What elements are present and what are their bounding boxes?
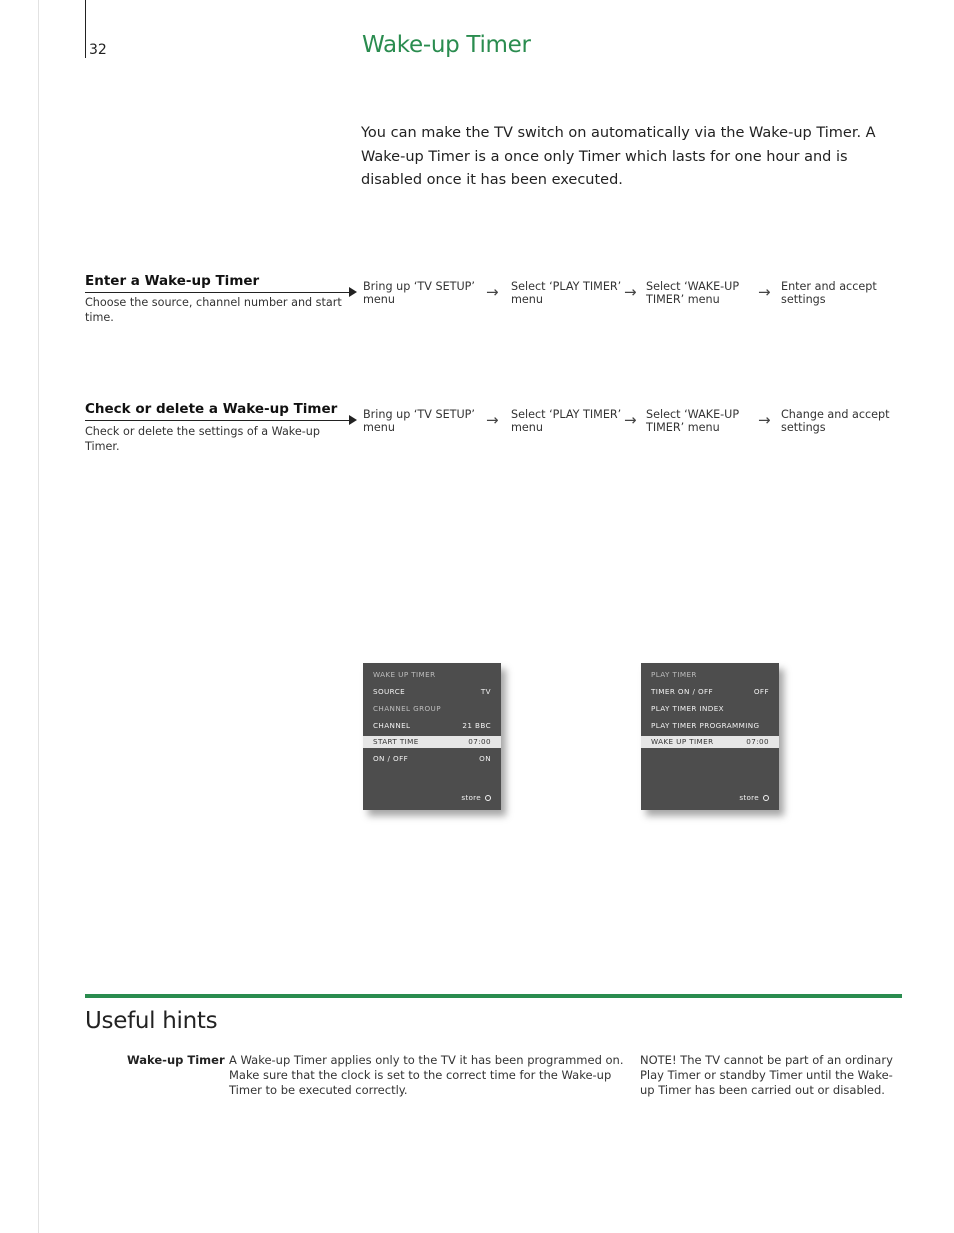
arrow-right-icon: → xyxy=(486,283,499,301)
arrow-right-icon: → xyxy=(758,283,771,301)
section-heading: Check or delete a Wake-up Timer xyxy=(85,401,338,417)
step-2: Select ‘PLAY TIMER’ menu xyxy=(511,408,622,434)
section-heading: Enter a Wake-up Timer xyxy=(85,273,260,289)
store-dot-icon xyxy=(763,795,769,801)
page-number: 32 xyxy=(89,42,107,58)
hints-title: Useful hints xyxy=(85,1008,218,1034)
arrow-right-icon: → xyxy=(624,411,637,429)
hint-text-column-2: NOTE! The TV cannot be part of an ordinary Play Timer or standby Timer until the Wake-up Timer has been carried out or disabled. xyxy=(640,1053,893,1097)
store-button[interactable]: store xyxy=(461,793,491,802)
play-timer-menu xyxy=(641,663,779,810)
intro-paragraph: You can make the TV switch on automatically via the Wake-up Timer. A Wake-up Timer is a once only Timer which lasts for one hour and is disabled once it has been executed. xyxy=(361,125,876,188)
store-button[interactable]: store xyxy=(739,793,769,802)
section-divider-bar xyxy=(85,994,902,998)
page-title: Wake-up Timer xyxy=(362,32,531,58)
menu-row-timer-on-off[interactable]: TIMER ON / OFF OFF xyxy=(651,687,769,696)
menu-row-play-timer-index[interactable]: PLAY TIMER INDEX xyxy=(651,704,724,713)
step-1: Bring up ‘TV SETUP’ menu xyxy=(363,280,475,306)
arrow-right-icon: → xyxy=(758,411,771,429)
menu-title: WAKE UP TIMER xyxy=(373,670,436,679)
section-pointer-line xyxy=(85,420,350,421)
page-number-tick xyxy=(85,0,86,58)
menu-row-source[interactable]: SOURCE TV xyxy=(373,687,491,696)
step-2: Select ‘PLAY TIMER’ menu xyxy=(511,280,622,306)
store-dot-icon xyxy=(485,795,491,801)
hint-text-column-1: A Wake-up Timer applies only to the TV it has been programmed on. Make sure that the clock is set to the correct time for the Wake-up Timer to be executed correctly. xyxy=(229,1053,624,1097)
menu-title: PLAY TIMER xyxy=(651,670,697,679)
section-description: Check or delete the settings of a Wake-up Timer. xyxy=(85,425,321,453)
step-3: Select ‘WAKE-UP TIMER’ menu xyxy=(646,280,740,306)
arrow-right-icon: → xyxy=(624,283,637,301)
menu-row-start-time[interactable]: START TIME 07:00 xyxy=(363,736,501,748)
menu-row-channel-group[interactable]: CHANNEL GROUP xyxy=(373,704,441,713)
arrow-right-icon xyxy=(349,415,357,425)
step-4: Change and accept settings xyxy=(781,408,890,434)
menu-row-wake-up-timer[interactable]: WAKE UP TIMER 07:00 xyxy=(641,736,779,748)
hint-label: Wake-up Timer xyxy=(127,1053,225,1067)
arrow-right-icon: → xyxy=(486,411,499,429)
step-1: Bring up ‘TV SETUP’ menu xyxy=(363,408,475,434)
wake-up-timer-menu xyxy=(363,663,501,810)
step-4: Enter and accept settings xyxy=(781,280,877,306)
menu-row-play-timer-programming[interactable]: PLAY TIMER PROGRAMMING xyxy=(651,721,760,730)
page-margin-line xyxy=(38,0,39,1233)
menu-row-on-off[interactable]: ON / OFF ON xyxy=(373,754,491,763)
menu-row-channel[interactable]: CHANNEL 21 BBC xyxy=(373,721,491,730)
section-description: Choose the source, channel number and start time. xyxy=(85,296,342,324)
arrow-right-icon xyxy=(349,287,357,297)
section-pointer-line xyxy=(85,292,350,293)
step-3: Select ‘WAKE-UP TIMER’ menu xyxy=(646,408,740,434)
